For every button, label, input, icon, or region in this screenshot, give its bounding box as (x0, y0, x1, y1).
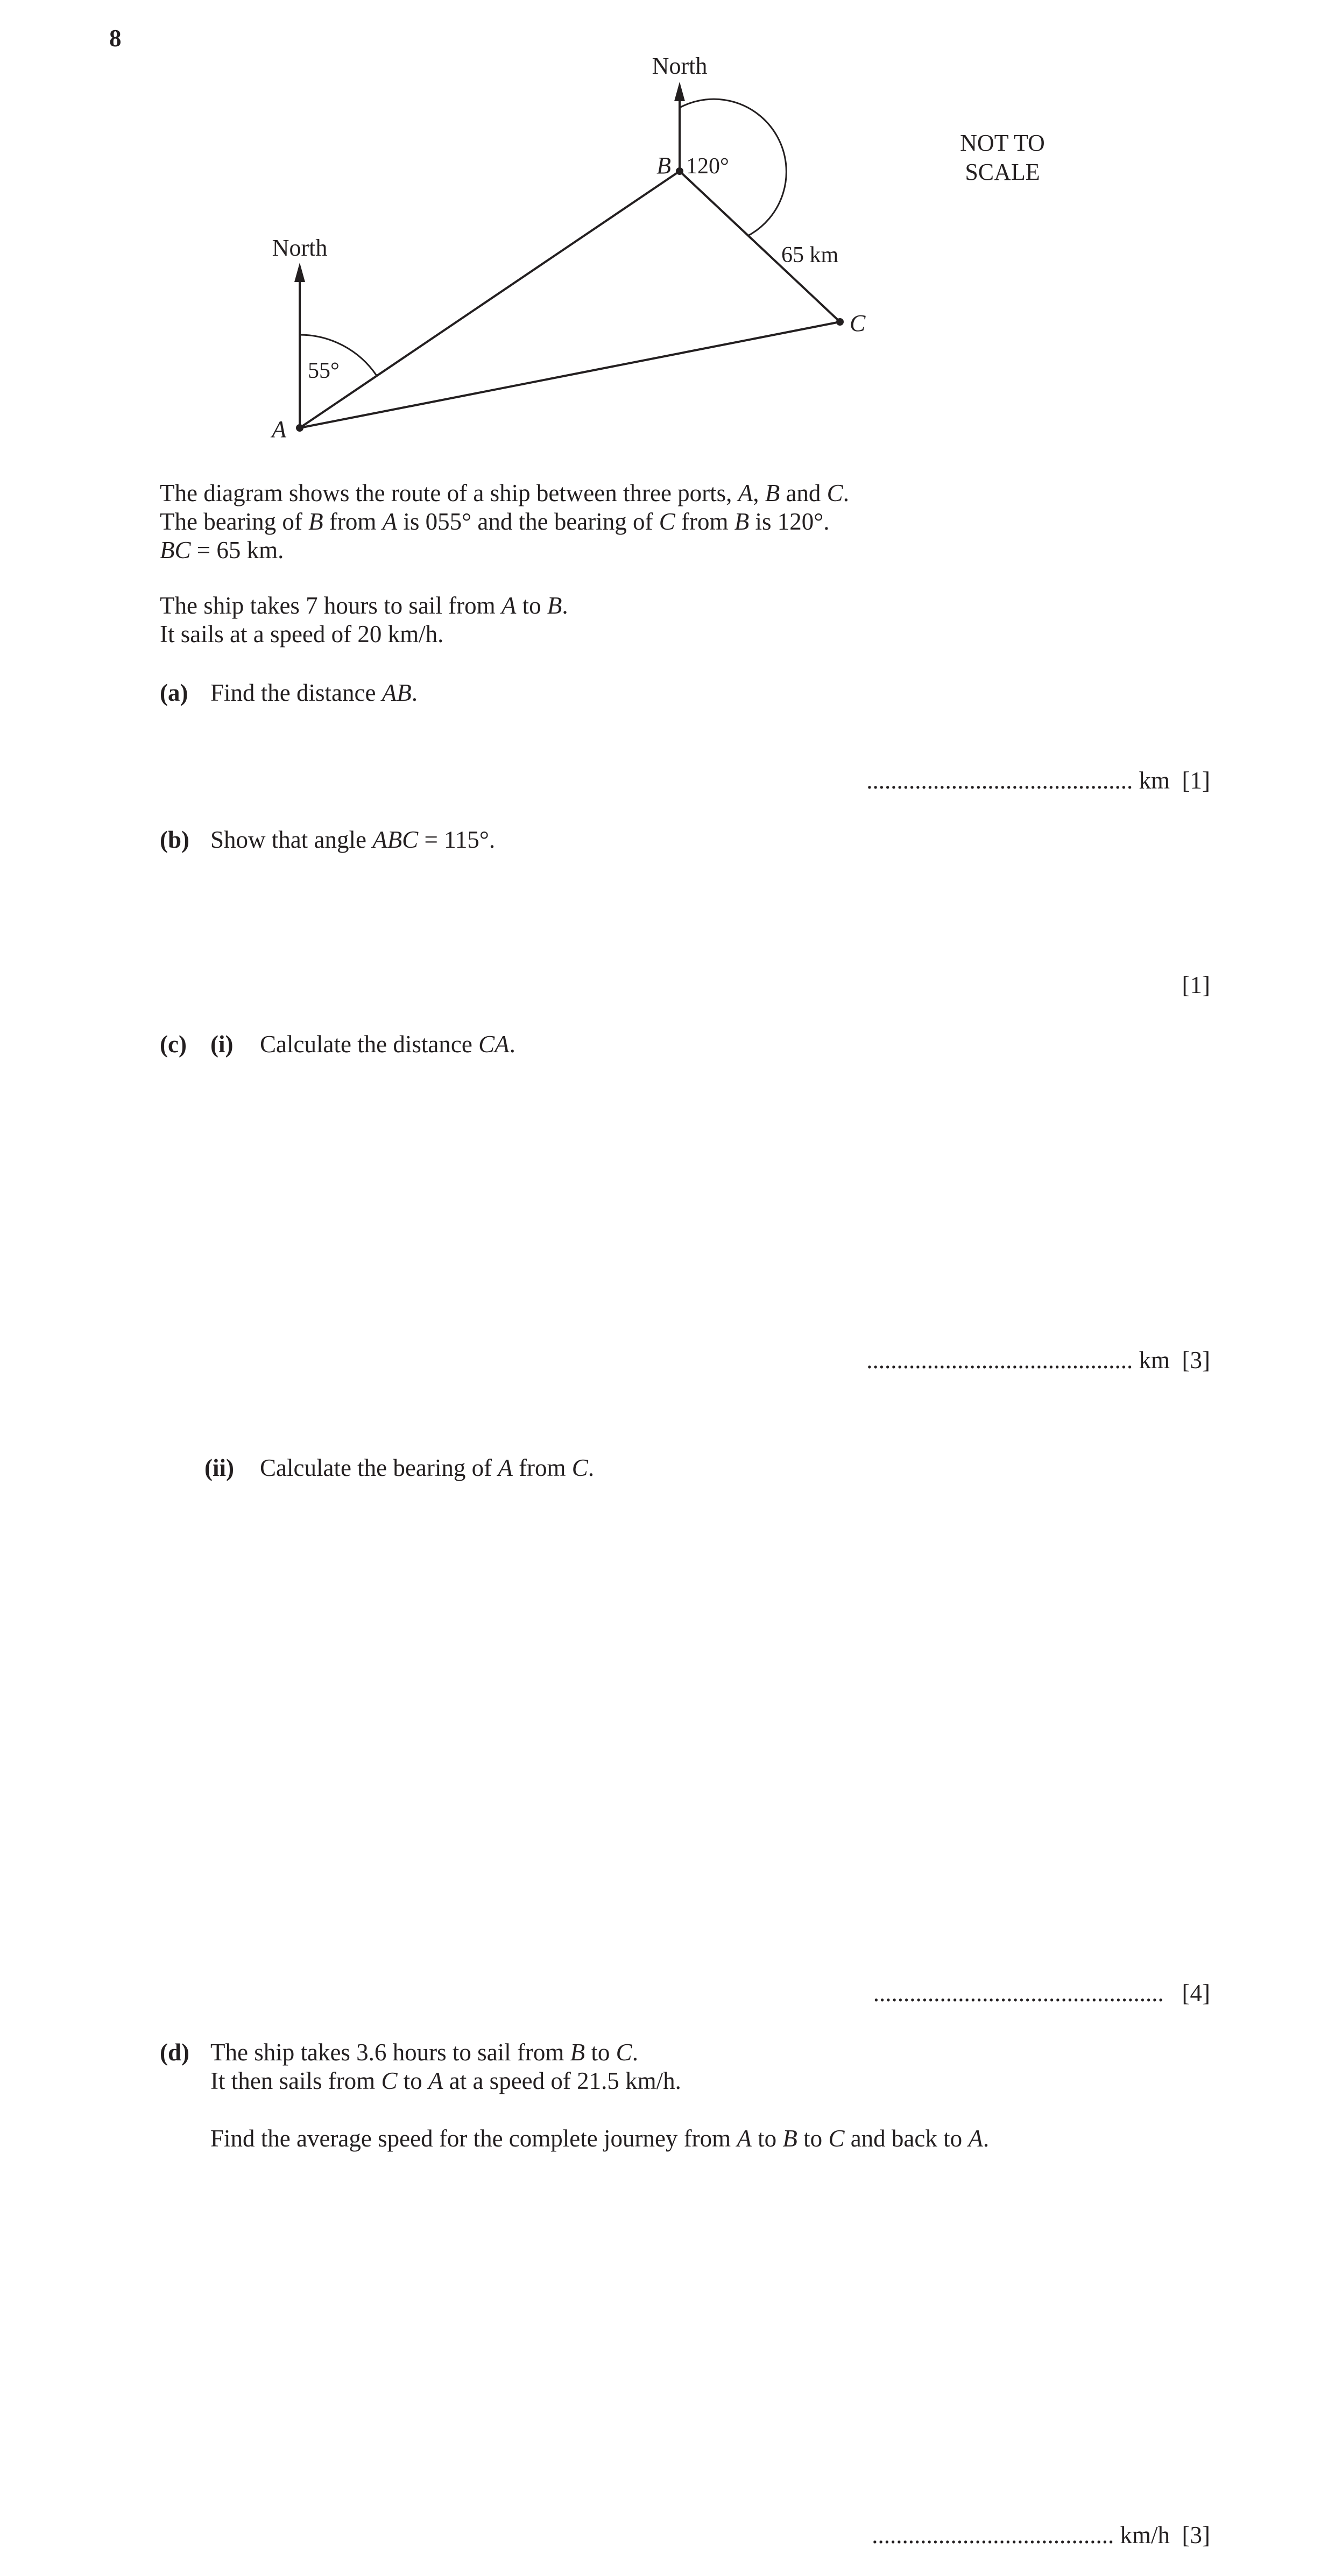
marks-c-ii: [4] (1182, 1980, 1210, 2007)
question-d-line-2: It then sails from C to A at a speed of 21.5 km/h. (210, 2067, 681, 2094)
answer-line-a[interactable]: ............................................ km [1] (866, 767, 1210, 794)
point-label-c: C (850, 310, 866, 336)
question-d-line-3: Find the average speed for the complete journey from A to B to C and back to A. (210, 2125, 990, 2152)
intro-line-1: The diagram shows the route of a ship between three ports, A, B and C. (160, 480, 849, 506)
page-number: 8 (109, 25, 122, 52)
marks-d: [3] (1182, 2522, 1210, 2549)
point-a (296, 424, 303, 432)
point-label-b: B (656, 152, 671, 179)
question-c-label: (c) (160, 1031, 187, 1058)
question-b-label: (b) (160, 826, 189, 853)
point-b (676, 167, 683, 175)
side-label-bc: 65 km (781, 243, 839, 268)
answer-line-c-i[interactable]: ............................................ km [3] (866, 1347, 1210, 1374)
angle-label-b: 120° (686, 154, 729, 179)
question-a-text: Find the distance AB. (210, 679, 418, 706)
north-arrow-a-icon (294, 263, 305, 282)
question-b-text: Show that angle ABC = 115°. (210, 826, 496, 853)
question-d-line-1: The ship takes 3.6 hours to sail from B to C. (210, 2039, 638, 2066)
angle-label-a: 55° (308, 358, 340, 383)
north-label-b: North (652, 53, 708, 79)
marks-c-i: [3] (1182, 1347, 1210, 1374)
intro-line-3: BC = 65 km. (160, 537, 284, 564)
not-to-scale-line2: SCALE (965, 159, 1040, 185)
question-c-ii-label: (ii) (204, 1454, 234, 1481)
not-to-scale-line1: NOT TO (960, 130, 1045, 156)
question-c-i-text: Calculate the distance CA. (260, 1031, 515, 1058)
question-c-i-label: (i) (210, 1031, 234, 1058)
question-d-label: (d) (160, 2039, 189, 2066)
question-a-label: (a) (160, 679, 188, 706)
answer-line-c-ii[interactable]: ................................................ [4] (873, 1980, 1210, 2007)
side-ca (300, 322, 840, 428)
intro-line-2: The bearing of B from A is 055° and the bearing of C from B is 120°. (160, 508, 830, 535)
marks-a: [1] (1182, 767, 1210, 794)
question-c-ii-text: Calculate the bearing of A from C. (260, 1454, 595, 1481)
point-label-a: A (272, 416, 286, 442)
marks-b: [1] (1182, 972, 1210, 998)
answer-line-d[interactable]: ........................................ km/h [3] (872, 2522, 1210, 2549)
intro-line-5: It sails at a speed of 20 km/h. (160, 621, 444, 647)
point-c (836, 318, 844, 326)
route-diagram (0, 0, 1335, 474)
intro-line-4: The ship takes 7 hours to sail from A to B. (160, 592, 568, 619)
side-ab (300, 171, 680, 428)
north-label-a: North (272, 235, 328, 261)
north-arrow-b-icon (674, 82, 685, 101)
